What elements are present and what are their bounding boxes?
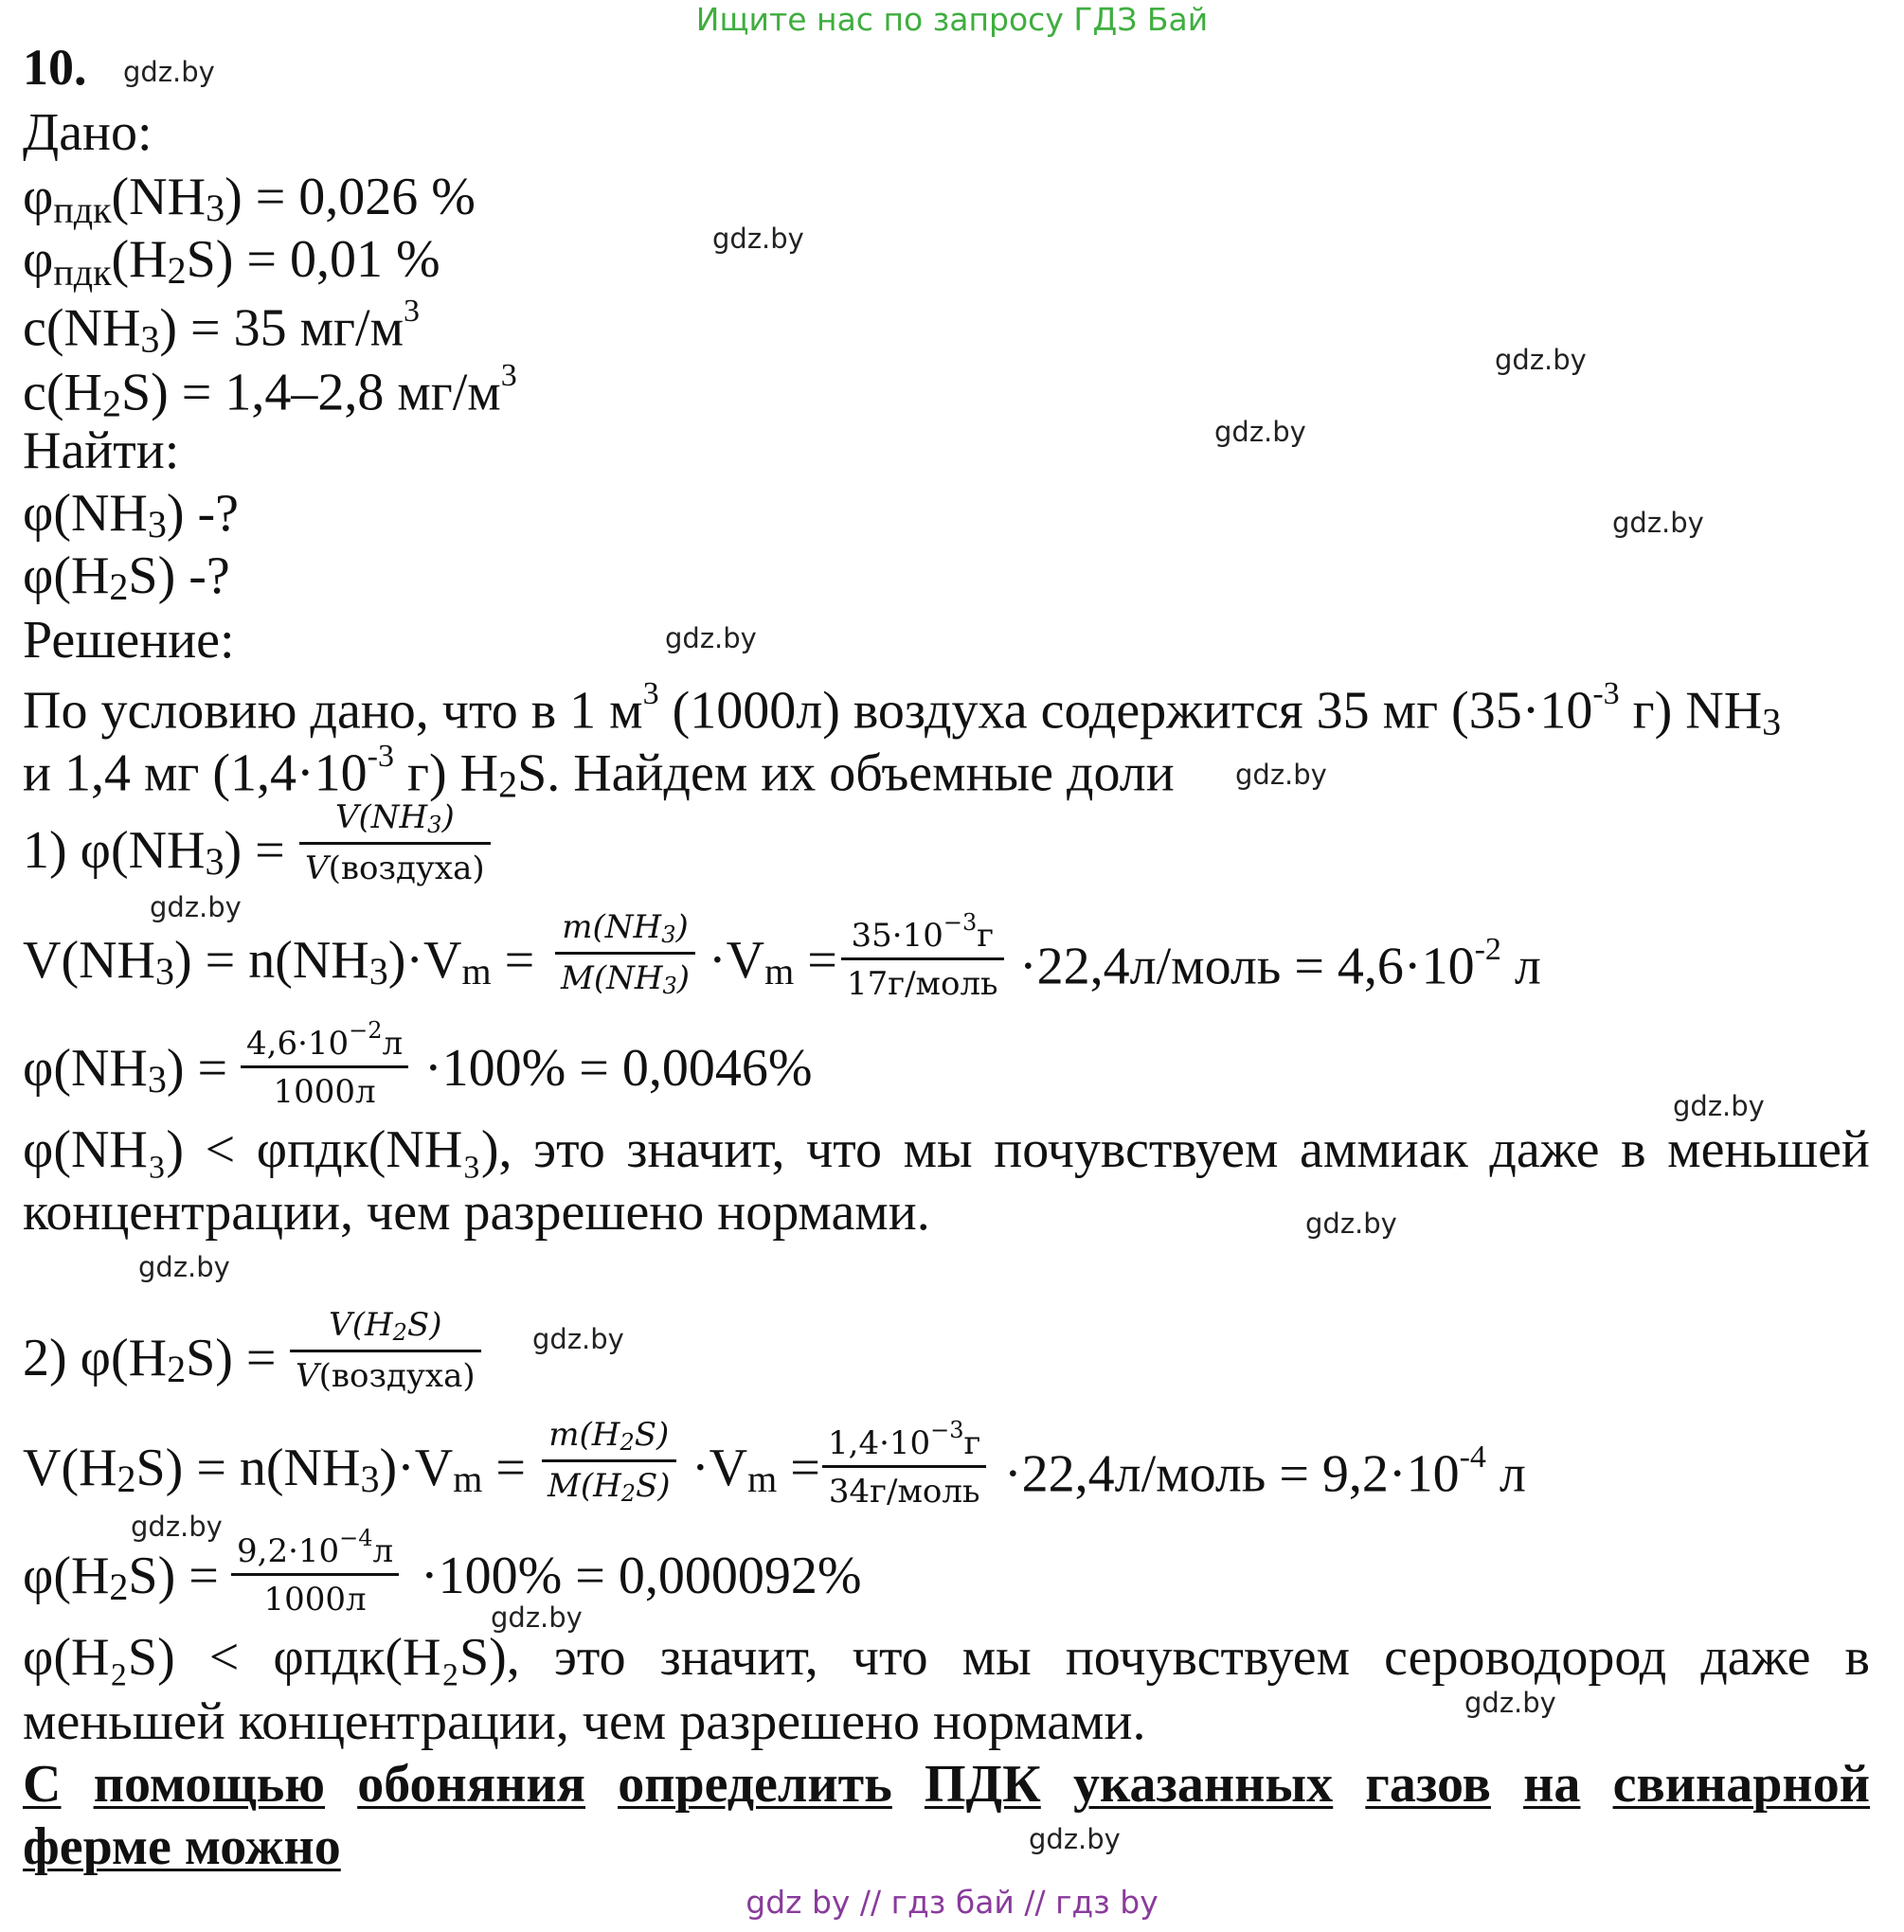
step2-formula: 2) φ(H2S) =: [23, 1329, 277, 1391]
watermark: gdz.by: [138, 1251, 230, 1283]
p1-lhs: φ(NH3) =: [23, 1039, 228, 1101]
final-conclusion-line-1: С помощью обоняния определить ПДК указанных газов на свинарной: [23, 1755, 1870, 1814]
v2-lhs: V(H2S) = n(NH3)·Vm =: [23, 1439, 526, 1501]
watermark: gdz.by: [1235, 759, 1327, 791]
given-line-3: c(NH3) = 35 $мг/м^3$: [23, 294, 421, 361]
given-line-1: φпдк(NH3) = 0,026 %: [23, 168, 476, 231]
watermark: gdz.by: [1029, 1823, 1121, 1855]
footer-links[interactable]: gdz by // гдз бай // гдз by: [745, 1884, 1159, 1921]
watermark: gdz.by: [131, 1511, 223, 1543]
step2-den-text: (воздуха): [318, 1356, 476, 1395]
p2-fraction: $9,2\cdot 10^{-4}л$ 1000л: [231, 1527, 399, 1616]
v1-lhs: V(NH3) = n(NH3)·Vm =: [23, 931, 535, 993]
v1-result: ·22,4л/моль = $4,6\cdot 10^{-2}$ л: [1019, 932, 1541, 996]
watermark: gdz.by: [532, 1323, 624, 1355]
p2-result: ·100% = 0,000092%: [421, 1547, 862, 1605]
step1-fraction: V(NH3) V(воздуха): [299, 801, 491, 885]
find-heading: Найти:: [23, 421, 180, 480]
watermark: gdz.by: [712, 223, 804, 255]
find-line-2: φ(H2S) -?: [23, 546, 230, 609]
watermark: gdz.by: [665, 622, 757, 654]
step2-fraction: V(H2S) V(воздуха): [290, 1309, 481, 1392]
task-number: 10.: [23, 39, 87, 96]
watermark: gdz.by: [1214, 416, 1306, 448]
intro-line-1: По условию дано, что в 1 $м^3$ (1000л) воздуха содержится 35 мг ($35\cdot 10^{-3}$ г) NH3: [23, 676, 1782, 743]
v2-fraction-1: $\frac{m(H2S)}{M(H2S)}$: [542, 1419, 676, 1505]
v2-result: ·22,4л/моль = $9,2\cdot 10^{-4}$ л: [1004, 1440, 1526, 1504]
step1-den-text: (воздуха): [328, 849, 485, 887]
watermark: gdz.by: [123, 56, 215, 88]
intro-line-2: и 1,4 мг ($1,4\cdot 10^{-3}$ г) H2S. Найдем их объемные доли: [23, 739, 1175, 806]
solution-heading: Решение:: [23, 611, 235, 670]
find-line-1: φ(NH3) -?: [23, 484, 240, 546]
watermark: gdz.by: [491, 1601, 583, 1634]
given-line-4: c(H2S) = 1,4–2,8 $мг/м^3$: [23, 358, 517, 425]
watermark: gdz.by: [1612, 507, 1704, 539]
p1-fraction: $4,6\cdot 10^{-2}л$ 1000л: [241, 1019, 408, 1108]
conclusion-1-line-2: концентрации, чем разрешено нормами.: [23, 1183, 930, 1242]
v1-fraction-2: $35\cdot 10^{-3}г$ 17г/моль: [841, 911, 1004, 1000]
watermark: gdz.by: [150, 891, 242, 923]
v2-fraction-2: $1,4\cdot 10^{-3}г$ 34г/моль: [822, 1419, 986, 1508]
watermark: gdz.by: [1305, 1208, 1397, 1240]
header-search-note: Ищите нас по запросу ГДЗ Бай: [695, 1, 1209, 38]
watermark: gdz.by: [1673, 1090, 1765, 1122]
v2-mid: ·Vm =: [692, 1439, 820, 1501]
p2-lhs: φ(H2S) =: [23, 1547, 219, 1609]
final-conclusion-line-2: ферме можно: [23, 1817, 341, 1876]
conclusion-2-line-2: меньшей концентрации, чем разрешено нормами.: [23, 1692, 1146, 1751]
watermark: gdz.by: [1495, 344, 1587, 376]
given-heading: Дано:: [23, 103, 153, 162]
step1-formula: 1) φ(NH3) =: [23, 821, 285, 884]
p1-result: ·100% = 0,0046%: [424, 1039, 813, 1098]
conclusion-1-line-1: φ(NH₃) < φпдк(NH₃), это значит, что мы почувствуем аммиак даже в меньшей: [23, 1120, 1870, 1179]
v1-fraction-1: $\frac{m(NH3)}{M(NH3)}$: [555, 911, 695, 997]
conclusion-2-line-1: φ(H₂S) < φпдк(H₂S), это значит, что мы почувствуем сероводород даже в: [23, 1628, 1870, 1687]
watermark: gdz.by: [1464, 1687, 1556, 1719]
v1-mid: ·Vm =: [709, 931, 837, 993]
given-line-2: φпдк(H2S) = 0,01 %: [23, 230, 440, 294]
